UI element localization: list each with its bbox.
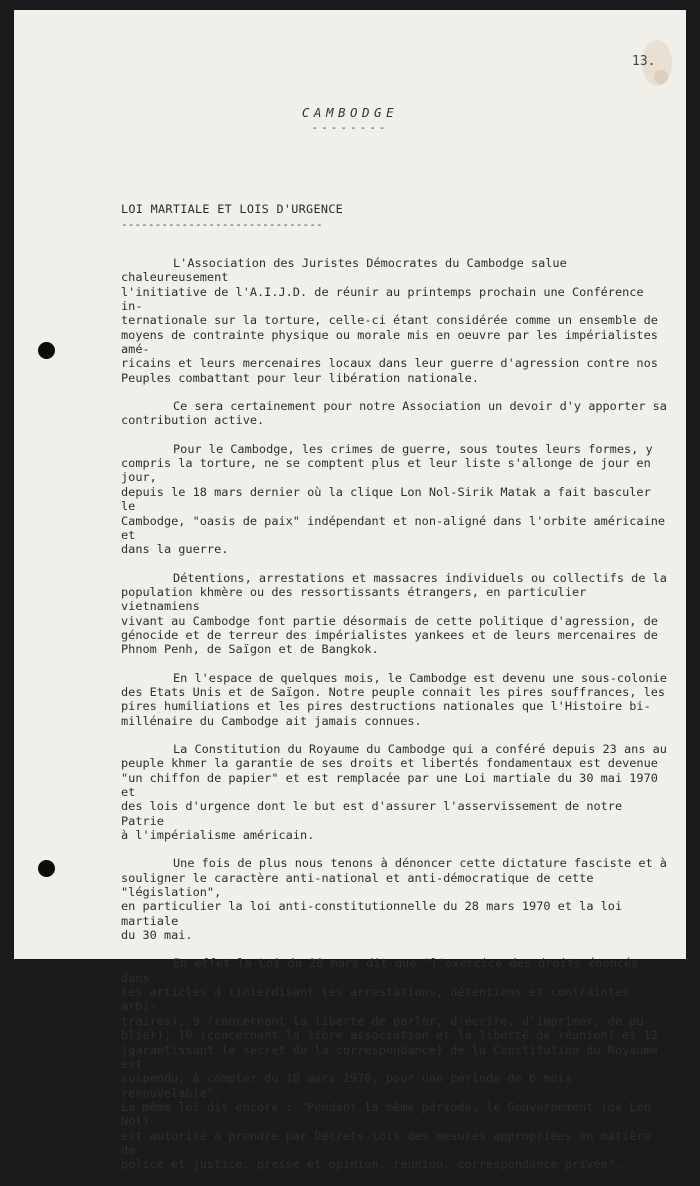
paragraph: L'Association des Juristes Démocrates du Cambodge salue chaleureusement l'initiative de l'A.I.J.D. de réunir au printemps prochain une Conférence in- ternationale sur la torture, celle-ci étant considérée comme un ensemble de moyens de contrainte physique ou morale mis en oeuvre par les impérialistes amé- ricains et leurs mercenaires locaux dans leur guerre d'agression contre nos Peuples combattant pour leur libération nationale.: [121, 256, 658, 385]
body-text: [121, 256, 669, 1186]
paragraph: Pour le Cambodge, les crimes de guerre, sous toutes leurs formes, y compris la torture, ne se comptent plus et leur liste s'allonge de jour en jour, depuis le 18 mars dernier où la clique Lon Nol-Sirik Matak a fait basculer le Cambodge, "oasis de paix" indépendant et non-aligné dans l'orbite américaine et dans la guerre.: [121, 441, 666, 557]
heading-underline: --------: [311, 121, 389, 134]
paragraph: Ce sera certainement pour notre Association un devoir d'y apporter sa contribution active.: [121, 399, 667, 428]
paragraph: Détentions, arrestations et massacres individuels ou collectifs de la population khmère ou des ressortissants étrangers, en particulier vietnamiens vivant au Cambodge font partie désormais de cette politique d'agression, de génocide et de terreur des impérialistes yankees et de leurs mercenaires de Phnom Penh, de Saïgon et de Bangkok.: [121, 570, 667, 657]
section-title-underline: ------------------------------: [121, 218, 323, 231]
paragraph: En effet la Loi du 28 mars dit que "l'exercice des droits énoncés dans les articles 4 (interdisant les arrestations, détentions et contraintes arbi- traires), 9 (concernant la liberté de parler, d'écrire, d'imprimer, de pu- blier), 10 (concernant la libre association et la liberté de réunion) et 12 (garantissant le secret de la correspondance) de la Constitution du Royaume est suspendu, à compter du 18 mars 1970, pour une période de 6 mois renouvelable". La même loi dit encore : "Pendant la même période, le Gouvernement (de Lon Nol) est autorisé à prendre par Décrets-lois des mesures appropriées en matière de police et justice, presse et opinion, réunion, correspondance privée".: [121, 956, 658, 1172]
punch-hole: [38, 342, 55, 359]
section-title: LOI MARTIALE ET LOIS D'URGENCE: [121, 202, 344, 216]
page-number: 13.: [632, 54, 656, 69]
paragraph: Une fois de plus nous tenons à dénoncer cette dictature fasciste et à souligner le caractère anti-national et anti-démocratique de cette "législation", en particulier la loi anti-constitutionnelle du 28 mars 1970 et la loi martiale du 30 mai.: [121, 856, 667, 943]
paper-stain: [654, 70, 668, 84]
document-page: [14, 10, 686, 1172]
page-heading: CAMBODGE: [301, 105, 399, 120]
punch-hole: [38, 860, 55, 877]
paragraph: La Constitution du Royaume du Cambodge qui a conféré depuis 23 ans au peuple khmer la garantie de ses droits et libertés fondamentaux est devenue "un chiffon de papier" et est remplacée par une Loi martiale du 30 mai 1970 et des lois d'urgence dont le but est d'assurer l'asservissement de notre Patrie à l'impérialisme américain.: [121, 741, 667, 843]
paragraph: En l'espace de quelques mois, le Cambodge est devenu une sous-colonie des Etats Unis et de Saïgon. Notre peuple connait les pires souffrances, les pires humiliations et les pires destructions nationales que l'Histoire bi- millénaire du Cambodge ait jamais connues.: [121, 670, 667, 728]
